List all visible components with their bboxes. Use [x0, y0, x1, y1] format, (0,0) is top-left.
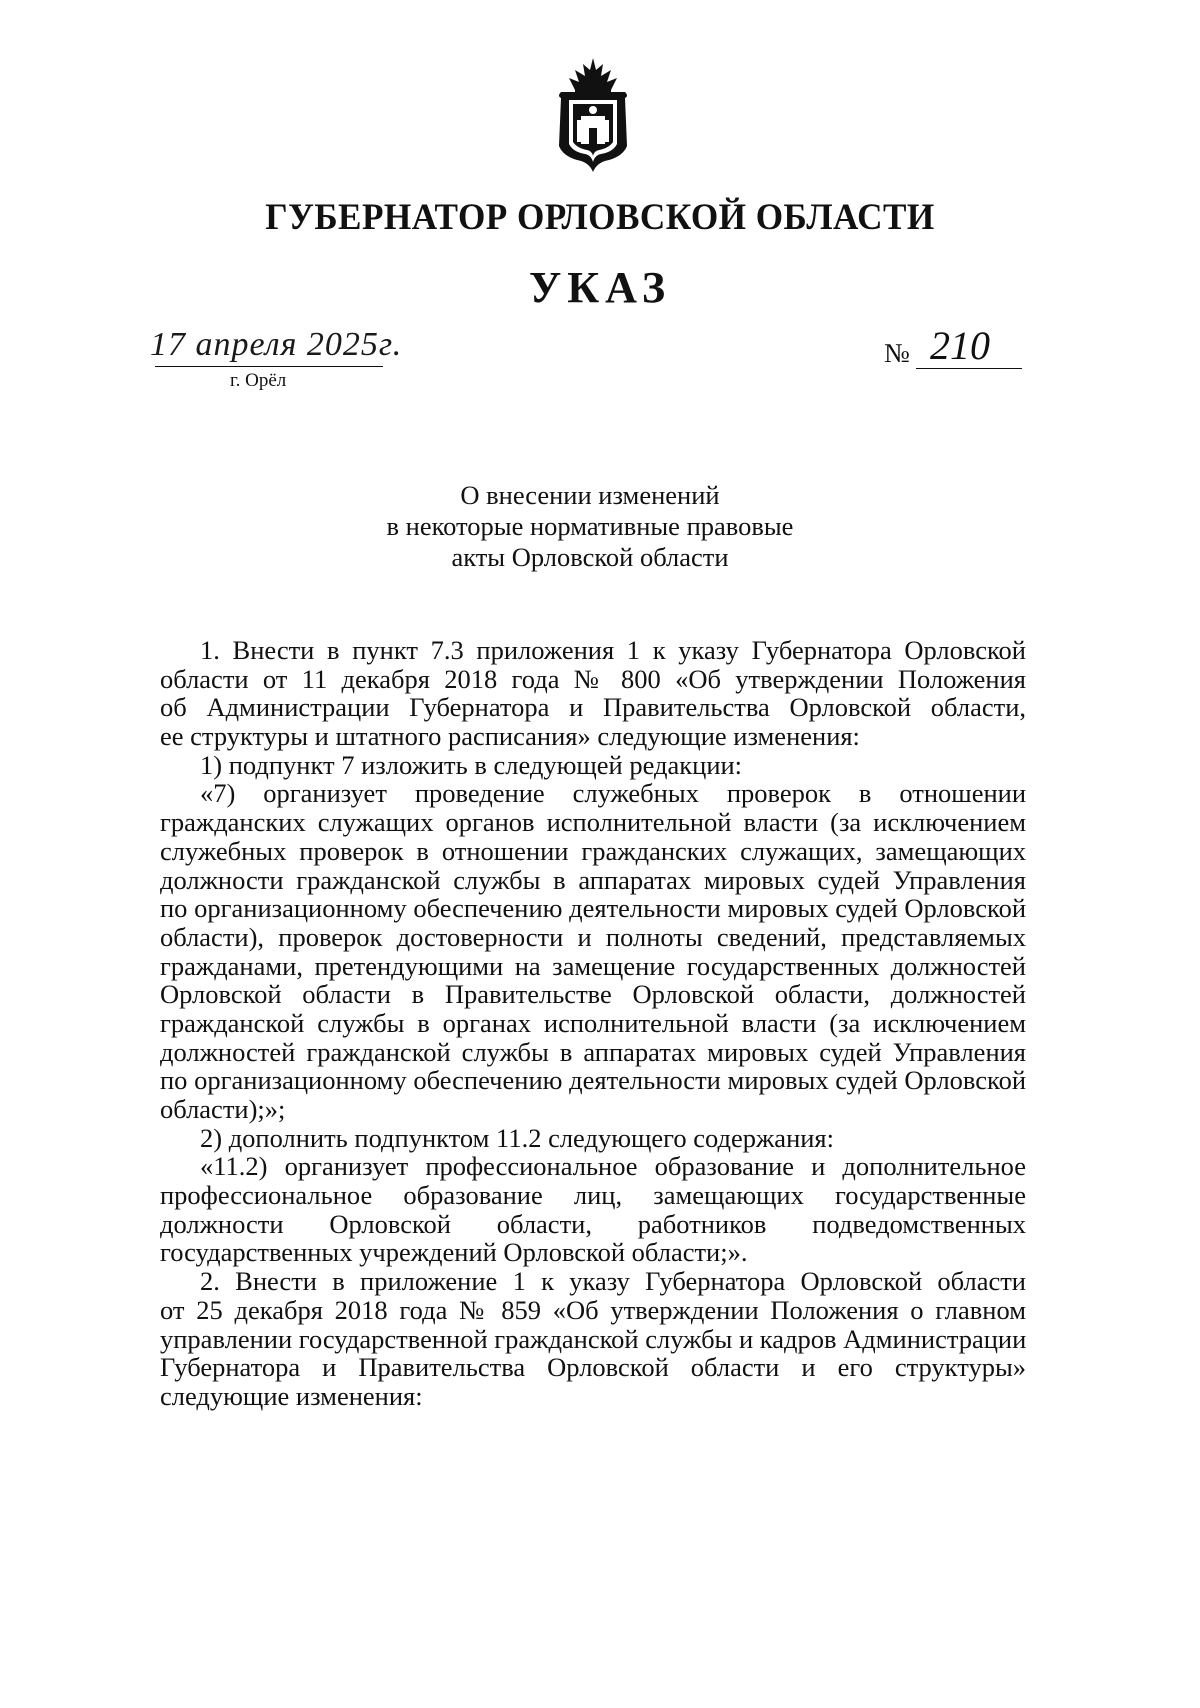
coat-of-arms-emblem — [553, 56, 633, 174]
body-line: 2. Внести в приложение 1 к указу Губернатора Орловской области — [200, 1266, 1026, 1297]
body-line: области);»; — [160, 1094, 286, 1124]
body-line: государственных учреждений Орловской области;». — [160, 1237, 748, 1268]
number-sign: № — [884, 338, 910, 368]
subject-line: акты Орловской области — [451, 542, 729, 572]
body-line: «7) организует проведение служебных проверок в отношении — [200, 778, 1026, 809]
body-line: гражданской службы в органах исполнительной власти (за исключением — [160, 1007, 1026, 1038]
body-line: области от 11 декабря 2018 года № 800 «Об утверждении Положения — [160, 663, 1026, 694]
body-line: «11.2) организует профессиональное образование и дополнительное — [200, 1151, 1026, 1182]
decree-body — [160, 636, 1026, 1411]
number-underline — [916, 368, 1022, 369]
body-line: гражданских служащих органов исполнительной власти (за исключением — [160, 807, 1026, 838]
body-line: 1) подпункт 7 изложить в следующей редакции: — [200, 749, 743, 780]
city: г. Орёл — [230, 370, 287, 391]
body-line: управлении государственной гражданской службы и кадров Администрации — [160, 1323, 1027, 1354]
subject-line: О внесении изменений — [460, 480, 720, 510]
subject-line: в некоторые нормативные правовые — [386, 511, 794, 541]
issuing-authority: ГУБЕРНАТОР ОРЛОВСКОЙ ОБЛАСТИ — [265, 197, 935, 238]
body-line: служебных проверок в отношении гражданских служащих, замещающих — [160, 835, 1026, 866]
body-line: по организационному обеспечению деятельности мировых судей Орловской — [160, 893, 1026, 924]
body-line: от 25 декабря 2018 года № 859 «Об утверждении Положения о главном — [160, 1294, 1026, 1325]
body-line: следующие изменения: — [160, 1380, 423, 1411]
body-line: должности Орловской области, работников подведомственных — [160, 1208, 1026, 1239]
body-line: 2) дополнить подпунктом 11.2 следующего содержания: — [200, 1122, 834, 1153]
body-line: Орловской области в Правительстве Орловской области, должностей — [160, 979, 1026, 1010]
date-underline — [155, 366, 383, 367]
body-line: Губернатора и Правительства Орловской области и его структуры» — [160, 1352, 1026, 1383]
body-line: должности гражданской службы в аппаратах мировых судей Управления — [160, 864, 1026, 895]
document-type: УКАЗ — [528, 263, 672, 312]
body-line: 1. Внести в пункт 7.3 приложения 1 к указу Губернатора Орловской — [200, 635, 1026, 665]
body-line: гражданами, претендующими на замещение государственных должностей — [160, 950, 1026, 981]
body-line: области), проверок достоверности и полноты сведений, представляемых — [160, 921, 1026, 952]
body-line: ее структуры и штатного расписания» следующие изменения: — [160, 721, 860, 752]
body-line: по организационному обеспечению деятельности мировых судей Орловской — [160, 1065, 1026, 1096]
body-line: об Администрации Губернатора и Правительства Орловской области, — [160, 692, 1026, 723]
decree-subject — [0, 480, 1180, 573]
body-line: должностей гражданской службы в аппаратах мировых судей Управления — [160, 1036, 1026, 1067]
body-line: профессиональное образование лиц, замещающих государственные — [160, 1180, 1026, 1211]
handwritten-number: 210 — [930, 323, 990, 368]
handwritten-date: 17 апреля 2025г. — [150, 326, 403, 363]
